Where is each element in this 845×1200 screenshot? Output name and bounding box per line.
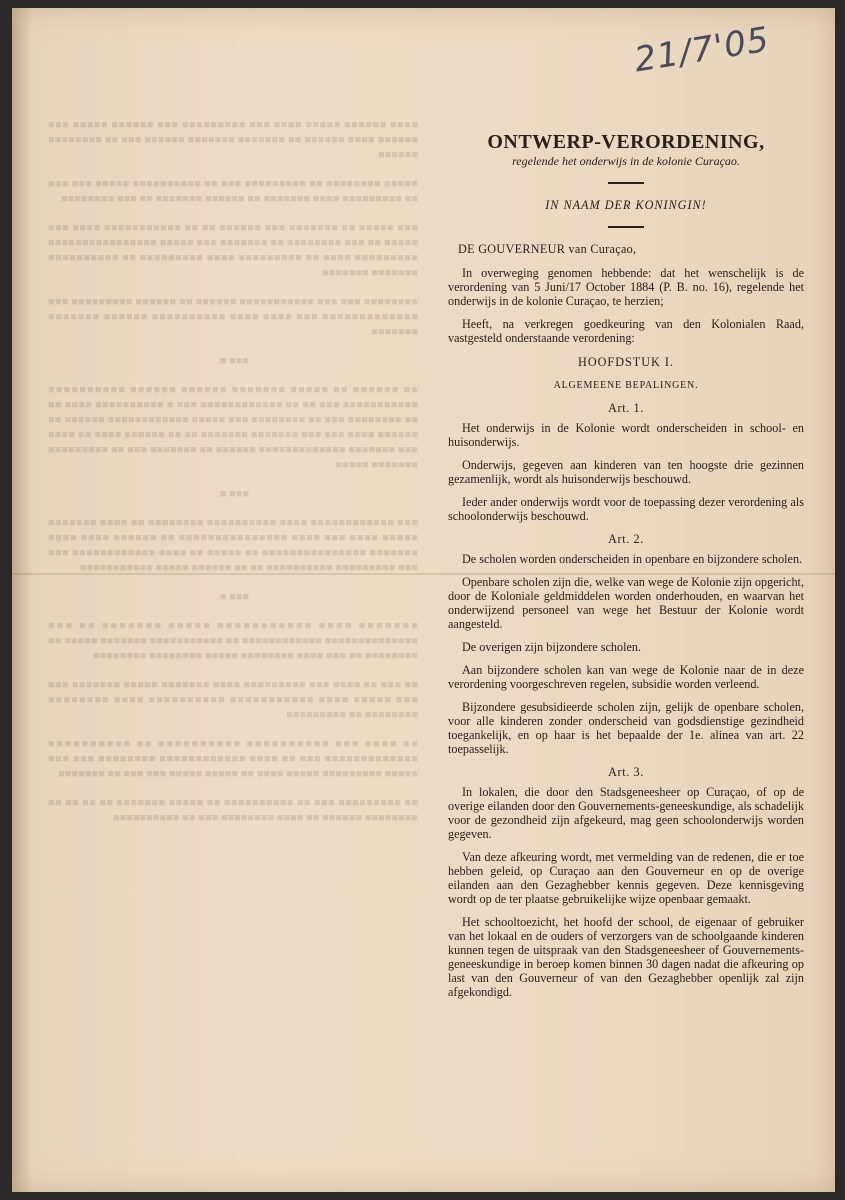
article-paragraph: Bijzondere gesubsidieerde scholen zijn, gelijk de openbare scholen, voor alle kinderen zonder onderscheid van godsdienstige gezindheid toegankelijk, en op haar is het bepaalde der 1e. alinea van art. 22 toepasselijk. — [448, 700, 804, 756]
bleed-through-text: ■■■■ ■■■■■■ ■■■■■ ■■■■ ■■■ ■■■■■■■■■ ■■■ ■■■■■■ ■■■■■ ■■■ ■■■■■■ ■■■■ ■■■■■■ ■■ ■■■■■■■ ■■■■■■■ ■■■■■■ ■■■ ■■ ■■■■■■■■ ■■■■■■. ■■■■■ ■■■■■■■■ ■■ ■■■■■■■■■ ■■■ ■■ ■■■■■■■■■■ ■■■■■ ■■■ ■■■ ■■ ■■■■■■■■■ ■■■■ ■■■■■■■ ■■ ■■■■■■ ■■■■■■■ ■■ ■■■ ■■■■■■■■. ■■■ ■■■■■ ■■ ■■■■■■■ ■■■ ■■■■■■ ■■ ■■ ■■■■■■■■■■■ ■■■■ ■■■ ■■■■■ ■■ ■■■ ■■■■■■■■ ■■ ■■■■■■■ ■■■ ■■■■■ ■■■■■■■■■■■■■■■■ ■■■■■■■■■ ■■■■ ■■ ■■■■■■■■■ ■■■■ ■■■■■■■■■ ■■ ■■■■■■■■■■ ■■■■■■■ ■■■■■■■. ■■■■■■■■ ■■■ ■■■ ■■■■■■■■■■■ ■■■■■■ ■■ ■■■■■■ ■■■■■■■■■ ■■■ ■■■■■■■■■■■■■ ■■■ ■■■■ ■■■■ ■■■■■■■■■■ ■■■■■■ ■■■■■■■ ■■■■■■■. ■■■ ■. ■■ ■■■■■■ ■■ ■■■■■ ■■■■■■■ ■■■■■■ ■■■■■■ ■■■■■■■■■■ ■■■■■■■■■■■ ■■■ ■■ ■■ ■■■■■■■■■■■■ ■■■ ■ ■■■■■■■■■■ ■■■■ ■■ ■■ ■■■■■■■■ ■■■ ■■ ■■■■■■■■ ■■■ ■■■■■ ■■■■■■■■■■■■ ■■■■■■ ■■ ■■■■■■ ■■■■ ■■■ ■■■ ■■■■■■■ ■■■■■■■ ■■ ■■ ■■■■■■ ■■■■ ■■ ■■■■ ■■■ ■■■■■■■ ■■■■■■■■■■■■■ ■■■■■■ ■■ ■■■■■■■ ■■■ ■■ ■■■■■■■■■ ■■■■■■■ ■■■■■. ■■■ ■. ■■■ ■■■■■■■■■■■■ ■■■■ ■■■■■■■■■■ ■■■■■■■■ ■■ ■■■■ ■■■■■■■ ■■■■■ ■■■■ ■■■ ■■■■ ■■■■■■■■■■■■■■■ ■■ ■■■■■■ ■■■■ ■■■■ ■■■■■■■ ■■■■■■■■■■■■■■■ ■■ ■■■■■ ■■ ■■■■ ■■■■■■■■■■■■ ■■■ ■■■ ■■■■■■■■■ ■■■■■■■■■■ ■■ ■■ ■■■■■■ ■■■■■ ■■■■■■■■■■■. ■■■ ■. ■■■■■■■ ■■■■ ■■■■■■■■■■■ ■■■■■ ■■■■■■■ ■■ ■■■ ■■■■■■■■■■■■■■ ■■■■■■■■■■■■ ■■ ■■■■■■■■■■■ ■■■■■■■ ■■■■■ ■■ ■■■■■■■■ ■■ ■■■ ■■■■ ■■■■■■■■ ■■■■■ ■■■■■■■■ ■■■■■■■■. ■■ ■■■ ■■ ■■■■ ■■■ ■■■■■■■■■ ■■■■ ■■■■■■■ ■■■■■ ■■■■■■■ ■■■ ■■■ ■■■■■ ■■■■ ■■■■■■■■■■■ ■■■■■■■■■■ ■■■■ ■■■■■■■■ ■■■■■■■■ ■■ ■■■■■■■■■. ■■ ■■■■ ■■■ ■■■■■■■■■■ ■■■■■■■■■■ ■■ ■■■■■■■■■■ ■■■■■■■■■■■■■ ■■■ ■■ ■■■■ ■■■■■■■■■■■■ ■■■■■■■■ ■■■ ■■■ ■■■■■ ■■■■■■■■■ ■■■■■ ■■■■ ■■ ■■■■■ ■■■■■ ■■■ ■■■ ■■ ■■■■■■■. ■■ ■■■■■■■■■ ■■■ ■■ ■■■■■■■■■■ ■■ ■■■■■ ■■■■■■■ ■■ ■■ ■■ ■■ ■■■■■■■■ ■■■■■■ ■■ ■■■■ ■■■■■■■■ ■■■ ■■ ■■■■■■■■■■. — [48, 119, 418, 824]
article-paragraph: Van deze afkeuring wordt, met vermelding van de redenen, die er toe hebben geleid, op Curaçao aan den Gouverneur en op de overige eilanden aan den Gezaghebber kennis gegeven. Deze kennisgeving wordt op de ter plaatse gebruikelijke wijze openbaar gemaakt. — [448, 850, 804, 906]
article-paragraph: Het onderwijs in de Kolonie wordt onderscheiden in school- en huisonderwijs. — [448, 421, 804, 449]
article — [448, 401, 804, 523]
invocation: IN NAAM DER KONINGIN! — [545, 198, 707, 212]
article-paragraph: Aan bijzondere scholen kan van wege de Kolonie naar de in deze verordening voorgeschreven regelen, subsidie worden verleend. — [448, 663, 804, 691]
document-body — [448, 130, 804, 1008]
article-paragraph: De scholen worden onderscheiden in openbare en bijzondere scholen. — [462, 552, 803, 566]
chapter-heading: HOOFDSTUK I. — [578, 355, 674, 369]
document-page — [12, 8, 835, 1192]
article-paragraph: Onderwijs, gegeven aan kinderen van ten hoogste drie gezinnen gezamenlijk, wordt als huisonderwijs beschouwd. — [448, 458, 804, 486]
section-heading: ALGEMEENE BEPALINGEN. — [553, 380, 699, 391]
preamble-paragraph: In overweging genomen hebbende: dat het wenschelijk is de verordening van 5 Juni/17 October 1884 (P. B. no. 16), regelende het onderwijs in de kolonie Curaçao, te herzien; — [448, 266, 804, 308]
article-paragraph: Het schooltoezicht, het hoofd der school, de eigenaar of gebruiker van het lokaal en de ouders of verzorgers van de schoolgaande kinderen kunnen tegen de uitspraak van den Stadsgeneesheer of Gouvernements-geneeskundige in beroep komen binnen 30 dagen nadat die afkeuring op last van den Gouverneur of van den Gezaghebber openlijk zal zijn afgekondigd. — [448, 915, 804, 999]
article-paragraph: In lokalen, die door den Stadsgeneesheer op Curaçao, of op de overige eilanden door den Gouvernements-geneeskundige, als schadelijk voor de gezondheid zijn afgekeurd, mag geen schoolonderwijs worden gegeven. — [448, 785, 804, 841]
article-heading: Art. 3. — [608, 765, 644, 779]
article-heading: Art. 1. — [608, 401, 644, 415]
divider — [608, 182, 644, 184]
article — [448, 532, 804, 756]
handwritten-date-annotation: 21/7'05 — [631, 19, 773, 81]
preamble-paragraph: Heeft, na verkregen goedkeuring van den Kolonialen Raad, vastgesteld onderstaande verordening: — [448, 317, 804, 345]
article — [448, 765, 804, 999]
article-heading: Art. 2. — [608, 532, 644, 546]
article-paragraph: Openbare scholen zijn die, welke van wege de Kolonie zijn opgericht, door de Koloniale geldmiddelen worden onderhouden, en waarvan het onderwijzend personeel van wege het Bestuur der Kolonie wordt aangesteld. — [448, 575, 804, 631]
document-title: ONTWERP-VERORDENING, — [487, 131, 765, 153]
document-subtitle: regelende het onderwijs in de kolonie Curaçao. — [512, 154, 740, 168]
governor-heading: DE GOUVERNEUR van Curaçao, — [458, 242, 637, 256]
article-paragraph: De overigen zijn bijzondere scholen. — [462, 640, 642, 654]
divider — [608, 226, 644, 228]
article-paragraph: Ieder ander onderwijs wordt voor de toepassing dezer verordening als schoolonderwijs beschouwd. — [448, 495, 804, 523]
